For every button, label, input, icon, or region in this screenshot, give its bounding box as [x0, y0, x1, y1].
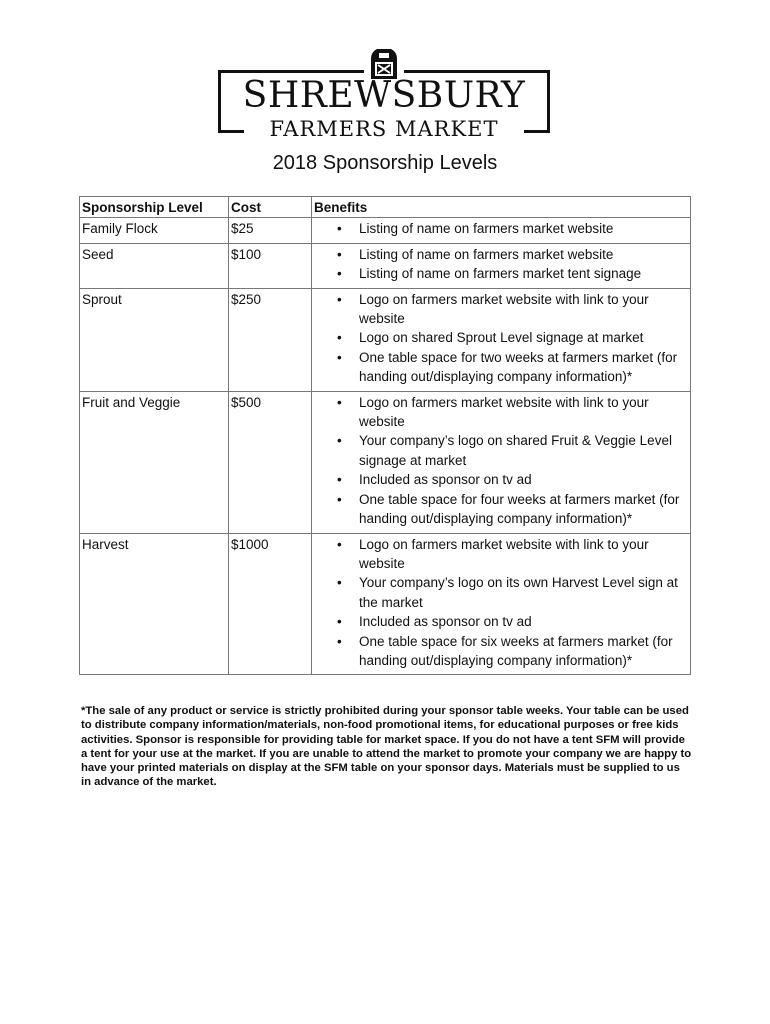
benefit-item: • Listing of name on farmers market website [314, 245, 688, 264]
benefit-item: • Listing of name on farmers market website [314, 219, 688, 238]
benefit-item: • Your company’s logo on its own Harvest Level sign at the market [337, 575, 678, 610]
table-row [80, 533, 691, 675]
benefits-list [314, 535, 688, 671]
logo-name: SHREWSBURY [242, 75, 526, 116]
bullet-icon: • [337, 394, 342, 410]
benefits-list [314, 245, 688, 284]
bullet-icon: • [337, 266, 342, 282]
column-header-level: Sponsorship Level [80, 197, 229, 218]
benefits-cell [312, 288, 691, 391]
page-title: 2018 Sponsorship Levels [272, 152, 498, 174]
cost-cell: $100 [229, 243, 312, 288]
table-row [80, 288, 691, 391]
bullet-icon: • [337, 491, 342, 507]
benefits-list [314, 393, 688, 529]
benefits-cell [312, 243, 691, 288]
logo-subtitle: FARMERS MARKET [269, 117, 499, 141]
bullet-icon: • [337, 536, 342, 552]
bullet-icon: • [337, 472, 342, 488]
cost-cell: $250 [229, 288, 312, 391]
level-cell: Seed [80, 243, 229, 288]
bullet-icon: • [337, 633, 342, 649]
benefit-item: • Logo on farmers market website with link to your website [337, 536, 649, 571]
logo-frame-top-right [404, 70, 550, 73]
bullet-icon: • [337, 349, 342, 365]
benefit-item: • Included as sponsor on tv ad [314, 612, 688, 631]
footnote: *The sale of any product or service is strictly prohibited during your sponsor table weeks. Your table can be used to distribute company information/materials, non-food promotional items, for educational purposes or free kids activities. Sponsor is responsible for providing table for market space. If you do not have a tent SFM will provide a tent for your use at the market. If you are unable to attend the market to promote your company we are happy to have your printed materials on display at the SFM table on your sponsor days. Materials must be supplied to us in advance of the market. [81, 705, 692, 789]
level-cell: Harvest [80, 533, 229, 675]
benefit-item: • Logo on farmers market website with link to your website [337, 291, 649, 327]
bullet-icon: • [337, 330, 342, 346]
sponsorship-table [79, 196, 691, 675]
benefits-list [314, 219, 688, 238]
market-logo [218, 46, 550, 141]
cost-cell: $1000 [229, 533, 312, 675]
benefit-item: • Your company’s logo on shared Fruit & Veggie Level signage at market [337, 433, 672, 468]
benefit-item: • One table space for two weeks at farmers market (for handing out/displaying company information)* [337, 349, 678, 385]
benefit-item: • Included as sponsor on tv ad [314, 470, 688, 489]
benefit-item: • Listing of name on farmers market tent signage [314, 264, 688, 283]
level-cell: Family Flock [80, 218, 229, 243]
bullet-icon: • [337, 291, 342, 307]
bullet-icon: • [337, 246, 342, 262]
level-cell: Sprout [80, 288, 229, 391]
cost-cell: $25 [229, 218, 312, 243]
bullet-icon: • [337, 433, 342, 449]
logo-frame-top-left [218, 70, 364, 73]
benefit-item: • One table space for six weeks at farmers market (for handing out/displaying company information)* [337, 633, 673, 668]
benefits-cell [312, 533, 691, 675]
table-row [80, 218, 691, 243]
bullet-icon: • [337, 614, 342, 630]
table-row [80, 391, 691, 533]
benefits-cell [312, 391, 691, 533]
bullet-icon: • [337, 221, 342, 237]
column-header-benefits: Benefits [312, 197, 691, 218]
benefit-item: • Logo on farmers market website with link to your website [337, 394, 649, 430]
level-cell: Fruit and Veggie [80, 391, 229, 533]
benefit-item: • Logo on shared Sprout Level signage at market [314, 328, 688, 347]
table-row [80, 243, 691, 288]
benefit-item: • One table space for four weeks at farmers market (for handing out/displaying company information)* [337, 491, 680, 527]
bullet-icon: • [337, 575, 342, 591]
cost-cell: $500 [229, 391, 312, 533]
table-header-row [80, 197, 691, 218]
benefits-list [314, 290, 688, 387]
column-header-cost: Cost [229, 197, 312, 218]
benefits-cell [312, 218, 691, 243]
